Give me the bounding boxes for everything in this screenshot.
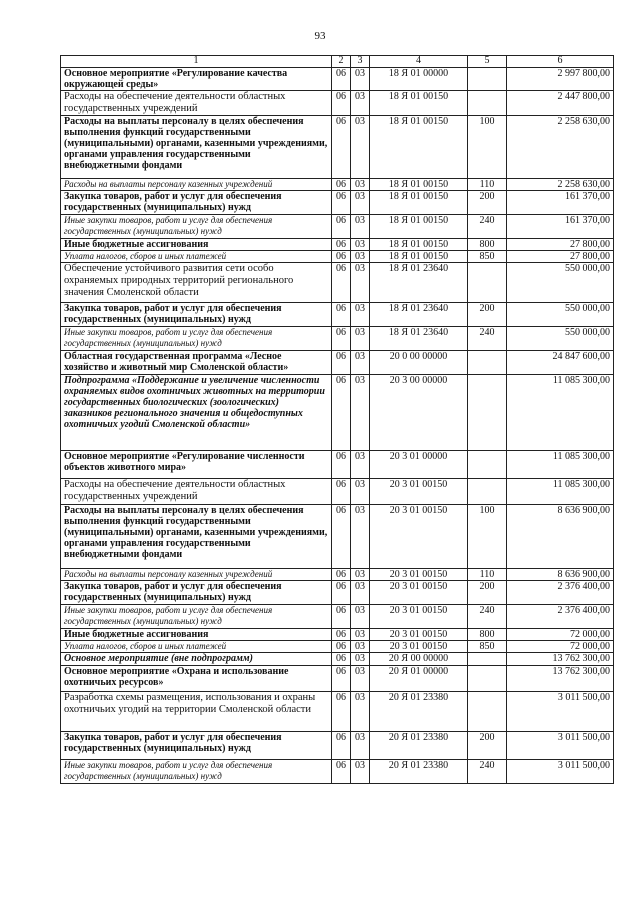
row-subsection-cell: 03: [351, 692, 370, 732]
row-target-article-cell: 18 Я 01 23640: [370, 263, 468, 303]
row-subsection-cell: 03: [351, 239, 370, 251]
row-section-cell: 06: [332, 179, 351, 191]
row-expense-type-cell: 850: [468, 641, 507, 653]
row-expense-type-cell: 240: [468, 760, 507, 784]
row-subsection-cell: 03: [351, 505, 370, 569]
budget-table: [60, 55, 614, 784]
row-section-cell: 06: [332, 215, 351, 239]
row-section-cell: 06: [332, 375, 351, 451]
row-target-article-cell: 18 Я 01 23640: [370, 327, 468, 351]
row-target-article-cell: 18 Я 01 00150: [370, 215, 468, 239]
row-name-cell: Закупка товаров, работ и услуг для обеспечения государственных (муниципальных) нужд: [61, 191, 332, 215]
row-subsection-cell: 03: [351, 605, 370, 629]
row-amount-cell: 2 258 630,00: [507, 179, 614, 191]
row-name-cell: Закупка товаров, работ и услуг для обеспечения государственных (муниципальных) нужд: [61, 732, 332, 760]
row-subsection-cell: 03: [351, 263, 370, 303]
row-amount-cell: 72 000,00: [507, 629, 614, 641]
row-name-cell: Расходы на выплаты персоналу в целях обеспечения выполнения функций государственными (муниципальными) органами, казенными учреждениями, органами управления государственными внебюджетными фондами: [61, 505, 332, 569]
row-expense-type-cell: 200: [468, 303, 507, 327]
row-target-article-cell: 20 3 01 00150: [370, 479, 468, 505]
row-name-cell: Расходы на обеспечение деятельности областных государственных учреждений: [61, 479, 332, 505]
table-row: [61, 666, 614, 692]
row-section-cell: 06: [332, 732, 351, 760]
table-row: [61, 629, 614, 641]
row-amount-cell: 11 085 300,00: [507, 375, 614, 451]
row-name-cell: Расходы на выплаты персоналу казенных учреждений: [61, 569, 332, 581]
row-target-article-cell: 20 3 01 00150: [370, 629, 468, 641]
row-name-cell: Основное мероприятие (вне подпрограмм): [61, 653, 332, 666]
table-row: [61, 191, 614, 215]
row-target-article-cell: 20 3 01 00150: [370, 505, 468, 569]
table-row: [61, 239, 614, 251]
row-amount-cell: 2 447 800,00: [507, 91, 614, 116]
row-section-cell: 06: [332, 666, 351, 692]
row-expense-type-cell: [468, 666, 507, 692]
row-name-cell: Расходы на выплаты персоналу казенных учреждений: [61, 179, 332, 191]
row-section-cell: 06: [332, 116, 351, 179]
row-subsection-cell: 03: [351, 68, 370, 91]
row-amount-cell: 550 000,00: [507, 303, 614, 327]
table-row: [61, 91, 614, 116]
column-header-2: 2: [332, 56, 351, 68]
row-expense-type-cell: 800: [468, 629, 507, 641]
row-subsection-cell: 03: [351, 303, 370, 327]
row-name-cell: Иные закупки товаров, работ и услуг для обеспечения государственных (муниципальных) нужд: [61, 215, 332, 239]
row-target-article-cell: 20 3 01 00150: [370, 581, 468, 605]
row-section-cell: 06: [332, 451, 351, 479]
row-section-cell: 06: [332, 263, 351, 303]
row-target-article-cell: 20 Я 01 00000: [370, 666, 468, 692]
row-subsection-cell: 03: [351, 351, 370, 375]
row-expense-type-cell: [468, 91, 507, 116]
row-target-article-cell: 18 Я 01 00150: [370, 91, 468, 116]
row-subsection-cell: 03: [351, 569, 370, 581]
table-row: [61, 116, 614, 179]
row-name-cell: Иные бюджетные ассигнования: [61, 629, 332, 641]
row-target-article-cell: 20 0 00 00000: [370, 351, 468, 375]
column-header-1: 1: [61, 56, 332, 68]
row-amount-cell: 11 085 300,00: [507, 479, 614, 505]
row-section-cell: 06: [332, 629, 351, 641]
row-amount-cell: 161 370,00: [507, 215, 614, 239]
row-amount-cell: 13 762 300,00: [507, 666, 614, 692]
row-target-article-cell: 20 Я 01 23380: [370, 692, 468, 732]
column-header-5: 5: [468, 56, 507, 68]
row-expense-type-cell: [468, 263, 507, 303]
row-amount-cell: 2 376 400,00: [507, 605, 614, 629]
table-row: [61, 760, 614, 784]
row-section-cell: 06: [332, 327, 351, 351]
row-expense-type-cell: 850: [468, 251, 507, 263]
row-amount-cell: 3 011 500,00: [507, 760, 614, 784]
table-row: [61, 251, 614, 263]
row-name-cell: Иные закупки товаров, работ и услуг для обеспечения государственных (муниципальных) нужд: [61, 327, 332, 351]
row-target-article-cell: 18 Я 01 00150: [370, 179, 468, 191]
row-section-cell: 06: [332, 191, 351, 215]
row-target-article-cell: 20 3 01 00000: [370, 451, 468, 479]
row-amount-cell: 72 000,00: [507, 641, 614, 653]
row-expense-type-cell: [468, 351, 507, 375]
row-name-cell: Расходы на обеспечение деятельности областных государственных учреждений: [61, 91, 332, 116]
row-subsection-cell: 03: [351, 581, 370, 605]
row-expense-type-cell: 110: [468, 179, 507, 191]
row-section-cell: 06: [332, 505, 351, 569]
table-row: [61, 263, 614, 303]
row-target-article-cell: 18 Я 01 00150: [370, 239, 468, 251]
row-expense-type-cell: [468, 375, 507, 451]
row-amount-cell: 2 997 800,00: [507, 68, 614, 91]
row-amount-cell: 161 370,00: [507, 191, 614, 215]
row-section-cell: 06: [332, 303, 351, 327]
row-expense-type-cell: [468, 692, 507, 732]
row-expense-type-cell: 200: [468, 581, 507, 605]
row-subsection-cell: 03: [351, 479, 370, 505]
row-subsection-cell: 03: [351, 666, 370, 692]
row-expense-type-cell: [468, 653, 507, 666]
row-subsection-cell: 03: [351, 375, 370, 451]
row-expense-type-cell: 200: [468, 732, 507, 760]
table-row: [61, 732, 614, 760]
row-name-cell: Иные закупки товаров, работ и услуг для обеспечения государственных (муниципальных) нужд: [61, 760, 332, 784]
row-subsection-cell: 03: [351, 327, 370, 351]
row-name-cell: Основное мероприятие «Регулирование численности объектов животного мира»: [61, 451, 332, 479]
row-subsection-cell: 03: [351, 215, 370, 239]
row-target-article-cell: 20 Я 01 23380: [370, 760, 468, 784]
table-row: [61, 641, 614, 653]
row-target-article-cell: 18 Я 01 00150: [370, 191, 468, 215]
row-name-cell: Иные закупки товаров, работ и услуг для обеспечения государственных (муниципальных) нужд: [61, 605, 332, 629]
row-subsection-cell: 03: [351, 451, 370, 479]
table-header-row: [61, 56, 614, 68]
row-amount-cell: 2 258 630,00: [507, 116, 614, 179]
row-amount-cell: 24 847 600,00: [507, 351, 614, 375]
row-name-cell: Закупка товаров, работ и услуг для обеспечения государственных (муниципальных) нужд: [61, 581, 332, 605]
row-amount-cell: 3 011 500,00: [507, 732, 614, 760]
table-row: [61, 653, 614, 666]
row-amount-cell: 550 000,00: [507, 263, 614, 303]
row-section-cell: 06: [332, 251, 351, 263]
table-row: [61, 179, 614, 191]
row-amount-cell: 2 376 400,00: [507, 581, 614, 605]
table-row: [61, 327, 614, 351]
table-row: [61, 375, 614, 451]
column-header-6: 6: [507, 56, 614, 68]
row-section-cell: 06: [332, 569, 351, 581]
row-target-article-cell: 20 Я 01 23380: [370, 732, 468, 760]
row-subsection-cell: 03: [351, 116, 370, 179]
row-name-cell: Обеспечение устойчивого развития сети особо охраняемых природных территорий регионального значения Смоленской области: [61, 263, 332, 303]
row-section-cell: 06: [332, 581, 351, 605]
row-expense-type-cell: 240: [468, 215, 507, 239]
row-section-cell: 06: [332, 760, 351, 784]
row-target-article-cell: 18 Я 01 00150: [370, 251, 468, 263]
table-row: [61, 351, 614, 375]
table-row: [61, 68, 614, 91]
row-name-cell: Областная государственная программа «Лесное хозяйство и животный мир Смоленской области»: [61, 351, 332, 375]
row-expense-type-cell: 240: [468, 605, 507, 629]
row-expense-type-cell: 110: [468, 569, 507, 581]
row-amount-cell: 27 800,00: [507, 239, 614, 251]
row-target-article-cell: 20 Я 00 00000: [370, 653, 468, 666]
row-expense-type-cell: 240: [468, 327, 507, 351]
row-target-article-cell: 18 Я 01 00000: [370, 68, 468, 91]
row-subsection-cell: 03: [351, 653, 370, 666]
row-amount-cell: 8 636 900,00: [507, 569, 614, 581]
row-name-cell: Уплата налогов, сборов и иных платежей: [61, 251, 332, 263]
row-section-cell: 06: [332, 605, 351, 629]
table-row: [61, 451, 614, 479]
row-section-cell: 06: [332, 479, 351, 505]
page-number: 93: [314, 30, 326, 42]
table-row: [61, 505, 614, 569]
row-expense-type-cell: [468, 68, 507, 91]
table-row: [61, 569, 614, 581]
table-row: [61, 303, 614, 327]
row-target-article-cell: 18 Я 01 00150: [370, 116, 468, 179]
column-header-3: 3: [351, 56, 370, 68]
row-name-cell: Иные бюджетные ассигнования: [61, 239, 332, 251]
column-header-4: 4: [370, 56, 468, 68]
table-row: [61, 215, 614, 239]
row-expense-type-cell: 100: [468, 116, 507, 179]
row-name-cell: Основное мероприятие «Регулирование качества окружающей среды»: [61, 68, 332, 91]
row-subsection-cell: 03: [351, 251, 370, 263]
table-row: [61, 605, 614, 629]
row-expense-type-cell: [468, 479, 507, 505]
row-subsection-cell: 03: [351, 91, 370, 116]
table-row: [61, 479, 614, 505]
row-expense-type-cell: [468, 451, 507, 479]
table-body: [61, 68, 614, 784]
row-subsection-cell: 03: [351, 629, 370, 641]
row-section-cell: 06: [332, 692, 351, 732]
row-amount-cell: 8 636 900,00: [507, 505, 614, 569]
row-section-cell: 06: [332, 351, 351, 375]
row-target-article-cell: 18 Я 01 23640: [370, 303, 468, 327]
row-subsection-cell: 03: [351, 191, 370, 215]
row-subsection-cell: 03: [351, 760, 370, 784]
row-subsection-cell: 03: [351, 732, 370, 760]
row-name-cell: Закупка товаров, работ и услуг для обеспечения государственных (муниципальных) нужд: [61, 303, 332, 327]
table-row: [61, 581, 614, 605]
row-name-cell: Основное мероприятие «Охрана и использование охотничьих ресурсов»: [61, 666, 332, 692]
row-amount-cell: 11 085 300,00: [507, 451, 614, 479]
row-amount-cell: 27 800,00: [507, 251, 614, 263]
row-section-cell: 06: [332, 68, 351, 91]
row-section-cell: 06: [332, 641, 351, 653]
row-expense-type-cell: 100: [468, 505, 507, 569]
row-target-article-cell: 20 3 01 00150: [370, 569, 468, 581]
row-target-article-cell: 20 3 00 00000: [370, 375, 468, 451]
row-subsection-cell: 03: [351, 179, 370, 191]
row-name-cell: Уплата налогов, сборов и иных платежей: [61, 641, 332, 653]
row-name-cell: Разработка схемы размещения, использования и охраны охотничьих угодий на территории Смоленской области: [61, 692, 332, 732]
table-row: [61, 692, 614, 732]
row-name-cell: Подпрограмма «Поддержание и увеличение численности охраняемых видов охотничьих животных на территории государственных биологических (зоологических) заказников регионального значения и общедоступных охотничьих угодий Смоленской области»: [61, 375, 332, 451]
row-expense-type-cell: 200: [468, 191, 507, 215]
row-target-article-cell: 20 3 01 00150: [370, 605, 468, 629]
row-section-cell: 06: [332, 239, 351, 251]
row-amount-cell: 3 011 500,00: [507, 692, 614, 732]
row-amount-cell: 13 762 300,00: [507, 653, 614, 666]
row-target-article-cell: 20 3 01 00150: [370, 641, 468, 653]
row-amount-cell: 550 000,00: [507, 327, 614, 351]
row-section-cell: 06: [332, 653, 351, 666]
row-name-cell: Расходы на выплаты персоналу в целях обеспечения выполнения функций государственными (муниципальными) органами, казенными учреждениями, органами управления государственными внебюджетными фондами: [61, 116, 332, 179]
row-subsection-cell: 03: [351, 641, 370, 653]
row-expense-type-cell: 800: [468, 239, 507, 251]
row-section-cell: 06: [332, 91, 351, 116]
